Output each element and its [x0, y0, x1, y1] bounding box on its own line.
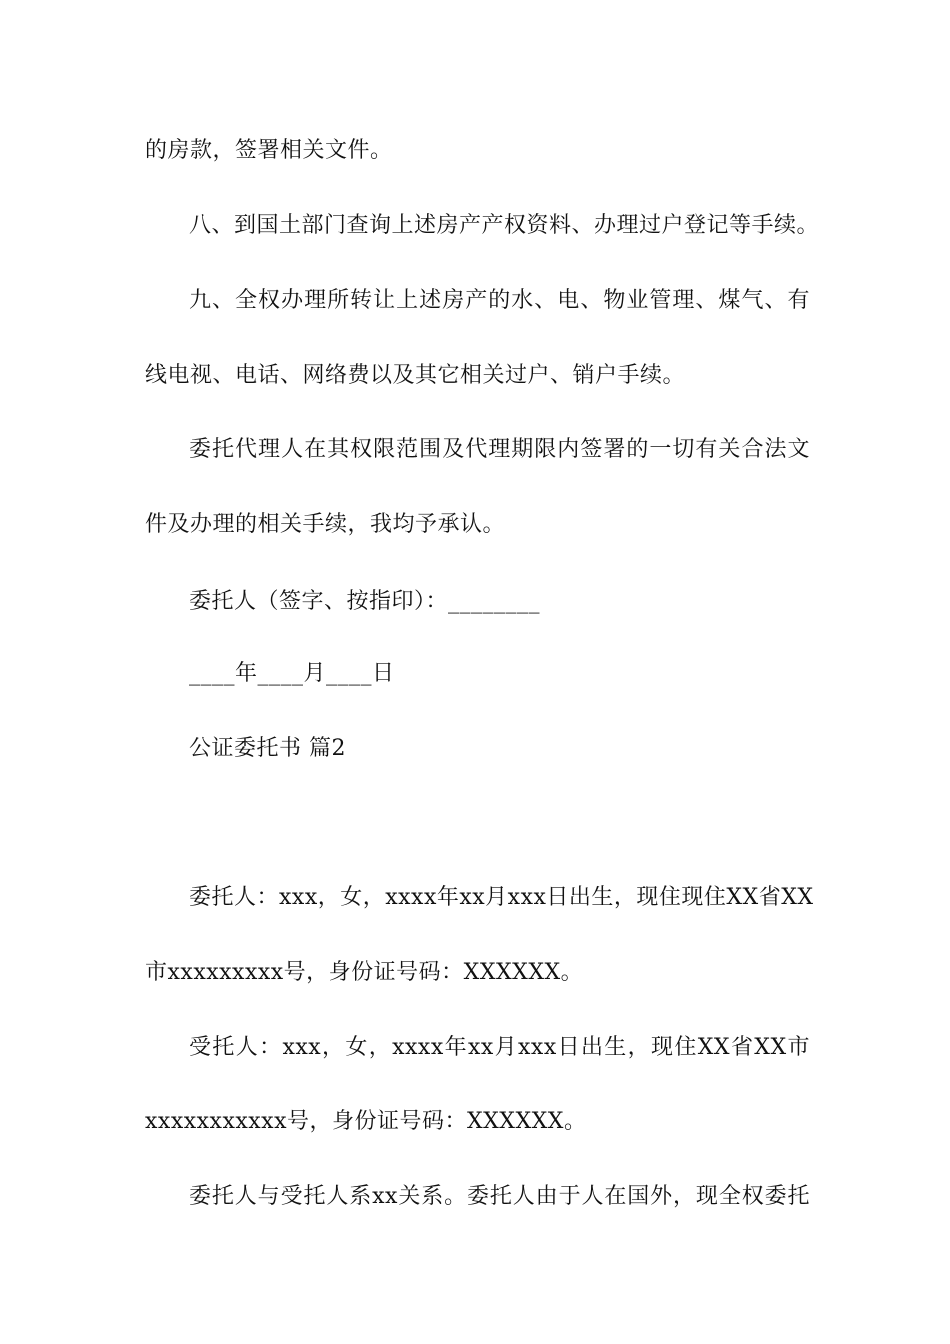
paragraph-line: 委托代理人在其权限范围及代理期限内签署的一切有关合法文 — [189, 437, 810, 462]
paragraph-line: 八、到国土部门查询上述房产产权资料、办理过户登记等手续。 — [189, 213, 820, 238]
paragraph-line: 九、全权办理所转让上述房产的水、电、物业管理、煤气、有 — [189, 288, 810, 313]
paragraph-line: 受托人：xxx，女，xxxx年xx月xxx日出生，现住XX省XX市 — [189, 1035, 810, 1060]
paragraph-line: 委托人：xxx，女，xxxx年xx月xxx日出生，现住现住XX省XX — [189, 885, 814, 910]
date-line: ____年____月____日 — [189, 661, 395, 686]
paragraph-line: 委托人与受托人系xx关系。委托人由于人在国外，现全权委托 — [189, 1184, 810, 1209]
signature-line: 委托人（签字、按指印）：________ — [189, 589, 541, 614]
paragraph-line: 市xxxxxxxxx号，身份证号码：XXXXXX。 — [145, 960, 584, 985]
paragraph-line: xxxxxxxxxxx号，身份证号码：XXXXXX。 — [145, 1109, 587, 1134]
paragraph-line: 件及办理的相关手续，我均予承认。 — [145, 512, 506, 537]
paragraph-line: 线电视、电话、网络费以及其它相关过户、销户手续。 — [145, 363, 686, 388]
section-title: 公证委托书 篇2 — [189, 736, 346, 761]
paragraph-line: 的房款，签署相关文件。 — [145, 138, 393, 163]
